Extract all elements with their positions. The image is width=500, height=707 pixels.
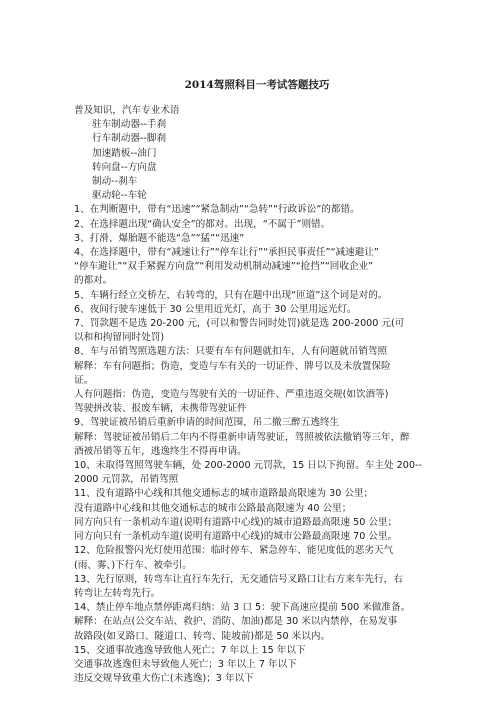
text-line: 15、交通事故逃逸导致他人死亡；7 年以上 15 年以下 bbox=[74, 644, 306, 656]
text-line: 没有道路中心线和其他交通标志的城市公路最高限速为 40 公里； bbox=[74, 502, 352, 514]
intro-line: 普及知识，汽车专业术语 bbox=[74, 105, 180, 116]
text-line: 转弯让左转弯先行。 bbox=[74, 587, 161, 599]
text-line: 解释：驾驶证被吊销后二年内不得重新申请驾驶证，驾照被依法撤销等三年，醉 bbox=[74, 431, 410, 443]
tips-body bbox=[74, 203, 440, 686]
text-line: 同方向只有一条机动车道(说明有道路中心线)的城市道路最高限速 50 公里； bbox=[74, 516, 398, 528]
text-line: 证。 bbox=[74, 374, 94, 386]
text-line: 解释：车有问题指；伪造，变造与车有关的一切证件、牌号以及未放置保险 bbox=[74, 360, 391, 372]
terms-list bbox=[74, 118, 440, 203]
text-line: 1、在判断题中，带有“迅速”“紧急制动”“急转”“行政诉讼”的都错。 bbox=[74, 204, 360, 216]
text-line: 的都对。 bbox=[74, 275, 113, 287]
text-line: 9、驾驶证被吊销后重新申请的时间范围，吊二撤三醉五逃终生 bbox=[74, 417, 340, 429]
text-line: 同方向只有一条机动车道(说明有道路中心线)的城市公路最高限速 70 公里。 bbox=[74, 531, 398, 543]
text-line: 11、没有道路中心线和其他交通标志的城市道路最高限速为 30 公里； bbox=[74, 488, 374, 500]
text-line: 解释：在站点(公交车站、救护、消防、加油)都是 30 米以内禁停，在易发事 bbox=[74, 616, 398, 628]
term-item: 驱动轮--车轮 bbox=[92, 190, 147, 202]
text-line: (雨、雾、)下行车、被牵引。 bbox=[74, 559, 192, 571]
text-line: 人有问题指：伪造，变造与驾驶有关的一切证件、严重违返交规(如饮酒等) bbox=[74, 389, 389, 401]
text-line: 2、在选择题出现“确认安全”的都对。出现，“不属于”则错。 bbox=[74, 218, 331, 230]
text-line: “停车避让”“双手紧握方向盘”“利用发动机制动减速”“抢挡”“回收企业” bbox=[74, 261, 374, 273]
text-line: 酒被吊销等五年，逃逸终生不得再申请。 bbox=[74, 445, 247, 457]
text-line: 3、打滑、爆胎题不能选“急”“猛”“迅速” bbox=[74, 232, 245, 244]
text-line: 以和和拘留同时处罚) bbox=[74, 332, 165, 344]
text-line: 2000 元罚款，吊销驾照 bbox=[74, 474, 179, 486]
term-item: 加速踏板--油门 bbox=[92, 147, 157, 159]
text-line: 12、危险报警闪光灯使用范围：临时停车、紧急停车、能见度低的恶劣天气 bbox=[74, 545, 394, 557]
text-line: 10、未取得驾照驾驶车辆，处 200-2000 元罚款，15 日以下拘留。车主处 200-- bbox=[74, 460, 422, 472]
text-line: 故路段(如叉路口、隧道口、转弯、陡坡前)都是 50 米以内。 bbox=[74, 630, 331, 642]
term-item: 制动--刹车 bbox=[92, 176, 138, 188]
text-line: 13、先行原则，转弯车让直行车先行，无交通信号叉路口让右方来车先行，右 bbox=[74, 573, 403, 585]
text-line: 6、夜间行驶车速低于 30 公里用近光灯，高于 30 公里用远光灯。 bbox=[74, 303, 357, 315]
term-item: 行车制动器--脚刹 bbox=[92, 133, 167, 145]
text-line: 14、禁止停车地点禁停距离归纳：站 3 口 5：驶下高速应提前 500 米做准备。 bbox=[74, 602, 411, 614]
term-item: 转向盘--方向盘 bbox=[92, 161, 157, 173]
term-item: 驻车制动器--手刹 bbox=[92, 119, 167, 131]
text-line: 违反交规导致重大伤亡(未逃逸)；3 年以下 bbox=[74, 673, 254, 685]
text-line: 5、车辆行经立交桥左，右转弯的，只有在题中出现“匝道”这个词是对的。 bbox=[74, 289, 388, 301]
text-line: 驾驶拼改装、报废车辆，未携带驾驶证件 bbox=[74, 403, 247, 415]
text-line: 8、车与吊销驾照选题方法：只要有车有问题就扣车，人有问题就吊销驾照 bbox=[74, 346, 388, 358]
text-line: 7、罚款题不是选 20-200 元，(可以和警告同时处罚)就是选 200-2000 元(可 bbox=[74, 318, 405, 330]
document-title: 2014驾照科目一考试答题技巧 bbox=[184, 79, 330, 91]
text-line: 4、在选择题中，带有“减速让行”“停车让行”“承担民事责任”“减速避让” bbox=[74, 247, 379, 259]
text-line: 交通事故逃逸但未导致他人死亡；3 年以上 7 年以下 bbox=[74, 658, 297, 670]
